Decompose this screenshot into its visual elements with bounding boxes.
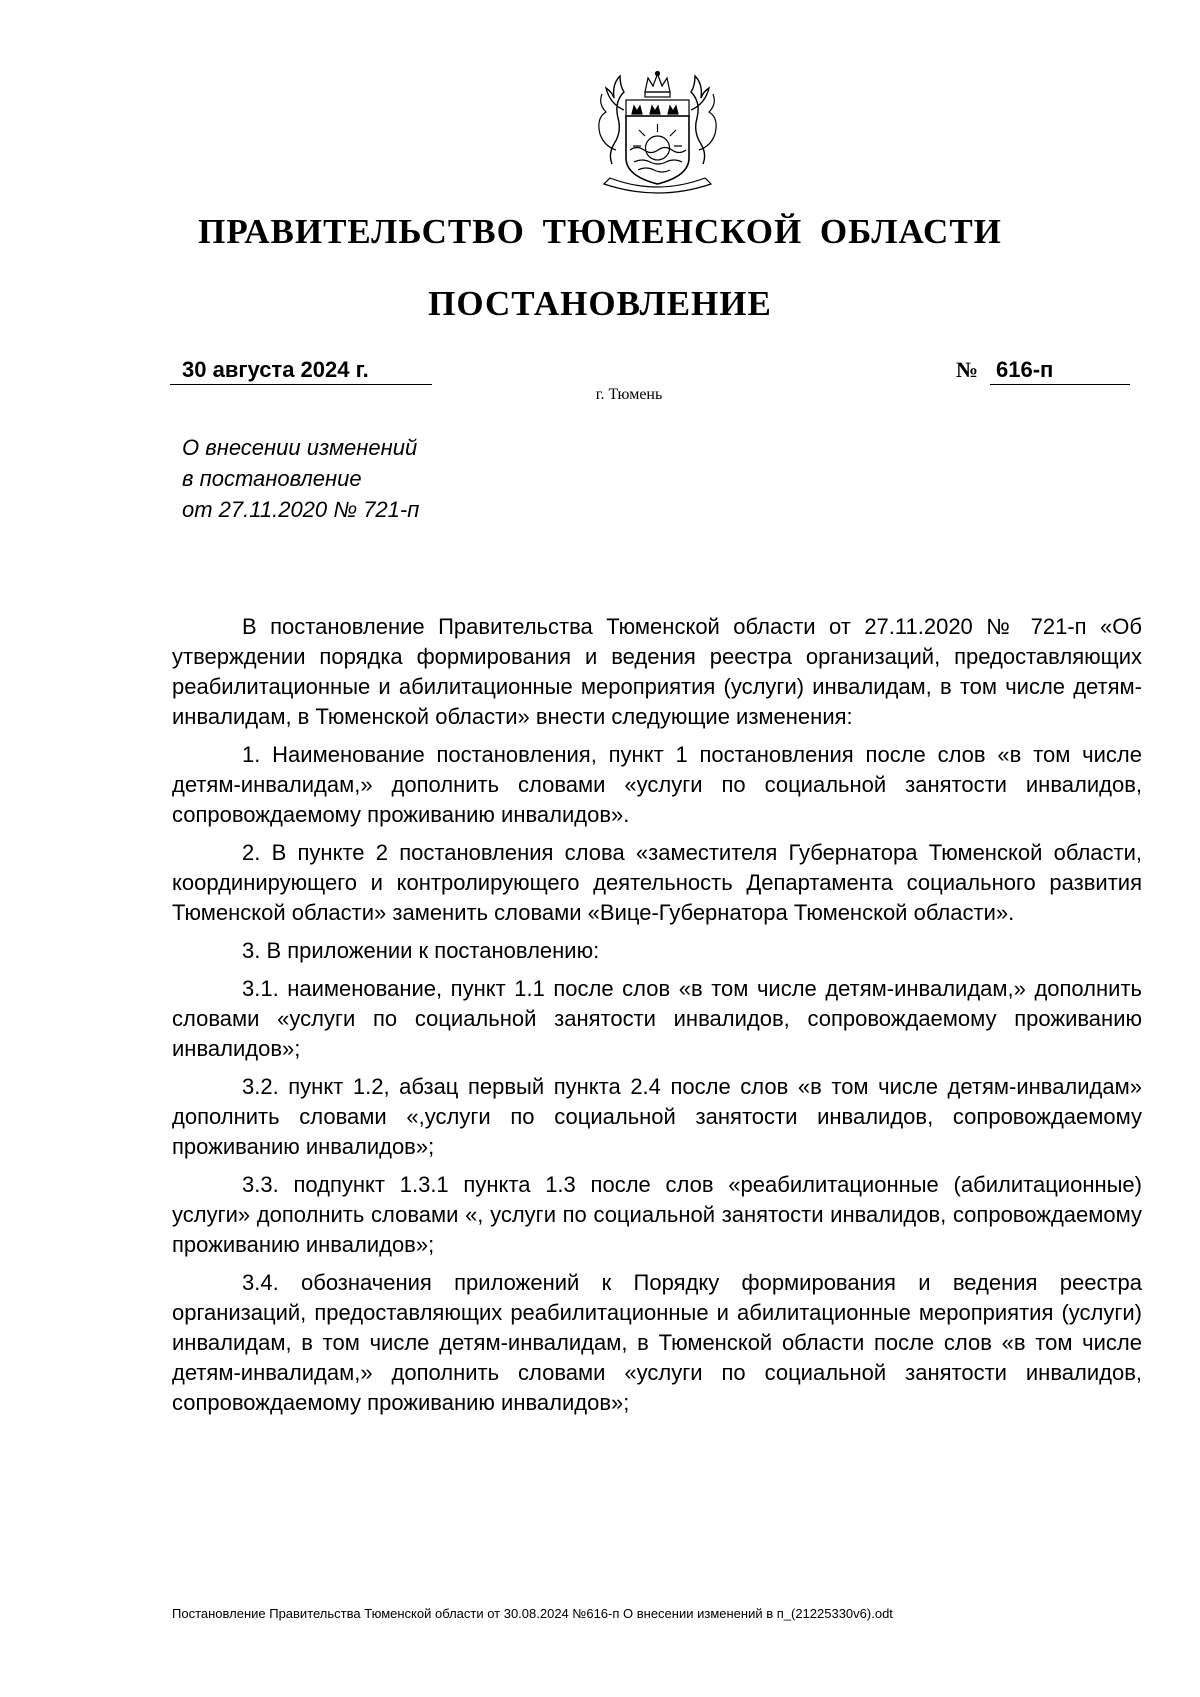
document-subject [182,432,419,525]
body-paragraph: 3.4. обозначения приложений к Порядку формирования и ведения реестра организаций, предоставляющих реабилитационные и абилитационные мероприятия (услуги) инвалидам, в том числе детям-инвалидам, в Тюменской области после слов «в том числе детям-инвалидам,» дополнить словами «услуги по социальной занятости инвалидов, сопровождаемому проживанию инвалидов»; [172,1270,1142,1415]
body-paragraph: 3.1. наименование, пункт 1.1 после слов «в том числе детям-инвалидам,» дополнить словами «услуги по социальной занятости инвалидов, сопровождаемому проживанию инвалидов»; [172,976,1142,1061]
body-paragraph: 3. В приложении к постановлению: [242,938,600,963]
body-paragraph: 3.3. подпункт 1.3.1 пункта 1.3 после слов «реабилитационные (абилитационные) услуги» дополнить словами «, услуги по социальной занятости инвалидов, сопровождаемому проживанию инвалидов»; [172,1172,1142,1257]
document-type-title: ПОСТАНОВЛЕНИЕ [428,284,772,323]
document-body [172,612,1142,1426]
body-paragraph: 3.2. пункт 1.2, абзац первый пункта 2.4 после слов «в том числе детям-инвалидам» дополнить словами «,услуги по социальной занятости инвалидов, сопровождаемому проживанию инвалидов»; [172,1074,1142,1159]
body-paragraph: 2. В пункте 2 постановления слова «заместителя Губернатора Тюменской области, координирующего и контролирующего деятельность Департамента социального развития Тюменской области» заменить словами «Вице-Губернатора Тюменской области». [172,840,1142,925]
subject-line: от 27.11.2020 № 721-п [182,497,420,522]
subject-line: О внесении изменений [182,435,418,460]
city-label: г. Тюмень [595,386,663,403]
document-date: 30 августа 2024 г. [170,357,432,385]
body-paragraph: 1. Наименование постановления, пункт 1 постановления после слов «в том числе детям-инвалидам,» дополнить словами «услуги по социальной занятости инвалидов, сопровождаемому проживанию инвалидов». [172,742,1142,827]
coat-of-arms-icon [590,70,725,195]
subject-line: в постановление [182,466,362,491]
organization-title: ПРАВИТЕЛЬСТВО ТЮМЕНСКОЙ ОБЛАСТИ [198,212,1002,251]
body-paragraph: В постановление Правительства Тюменской области от 27.11.2020 № 721-п «Об утверждении порядка формирования и ведения реестра организаций, предоставляющих реабилитационные и абилитационные мероприятия (услуги) инвалидам, в том числе детям-инвалидам, в Тюменской области» внести следующие изменения: [172,614,1142,729]
number-label: № [956,357,979,382]
page-footer: Постановление Правительства Тюменской области от 30.08.2024 №616-п О внесении изменений в п_(21225330v6).odt [172,1606,893,1621]
document-number: 616-п [990,357,1130,385]
